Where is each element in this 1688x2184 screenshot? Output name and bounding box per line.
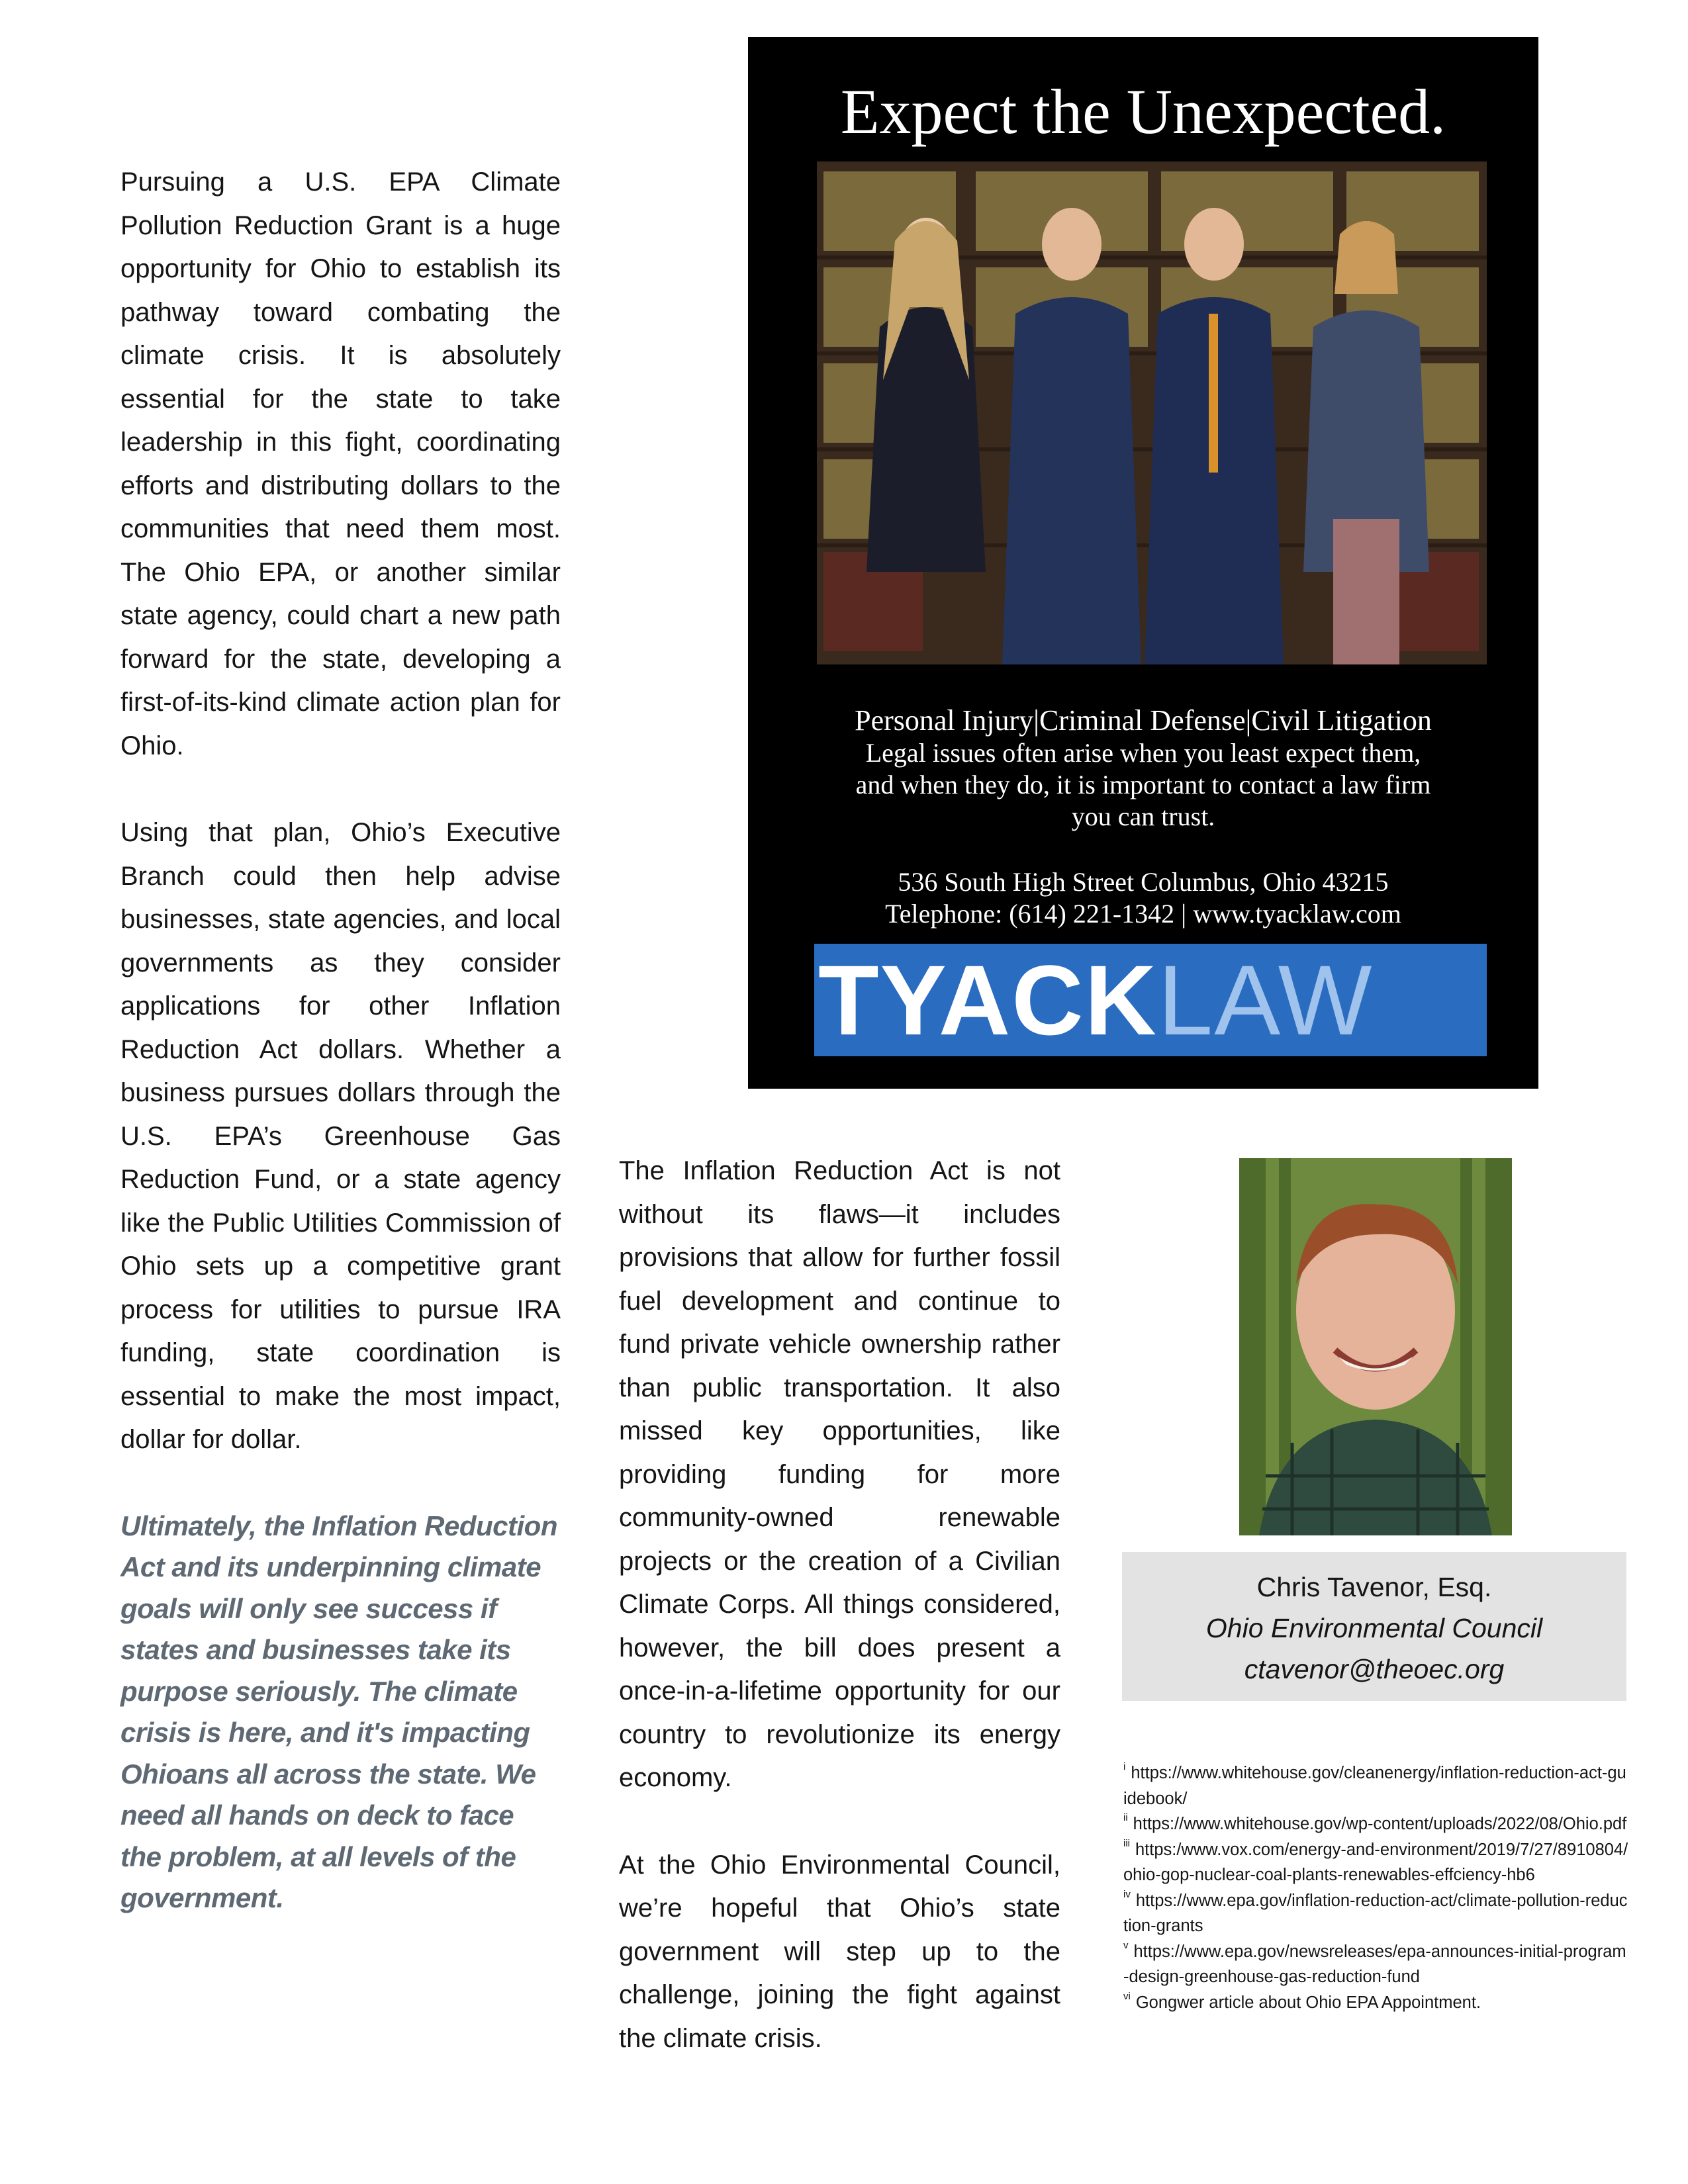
footnote-link[interactable]: https://www.whitehouse.gov/wp-content/uploads/2022/08/Ohio.pdf: [1133, 1815, 1627, 1833]
body-paragraph: The Inflation Reduction Act is not without its flaws—it includes provisions that allow for further fossil fuel development and continue to fund private vehicle ownership rather than public transportation. It also missed key opportunities, like providing funding for more community-owned renewable projects or the creation of a Civilian Climate Corps. All things considered, however, the bill does present a once-in-a-lifetime opportunity for our country to revolutionize its energy economy.: [619, 1156, 1060, 1792]
ad-headline: Expect the Unexpected.: [840, 76, 1446, 147]
ad-contact: Telephone: (614) 221-1342 | www.tyacklaw.com: [885, 899, 1401, 929]
footnote-link[interactable]: https://www.epa.gov/inflation-reduction-act/climate-pollution-reduction-grants: [1123, 1891, 1628, 1935]
body-paragraph: Pursuing a U.S. EPA Climate Pollution Reduction Grant is a huge opportunity for Ohio to establish its pathway toward combating the climate crisis. It is absolutely essential for the state to take leadership in this fight, coordinating efforts and distributing dollars to the communities that need them most. The Ohio EPA, or another similar state agency, could chart a new path forward for the state, developing a first-of-its-kind climate action plan for Ohio.: [120, 167, 561, 760]
footnote-text: Gongwer article about Ohio EPA Appointment.: [1135, 1993, 1481, 2012]
footnote-link[interactable]: https://www.epa.gov/newsreleases/epa-announces-initial-program-design-greenhouse-gas-reduction-fund: [1123, 1942, 1626, 1986]
footnote-marker: iii: [1123, 1837, 1130, 1849]
footnotes: [1123, 1760, 1629, 2015]
author-organization: Ohio Environmental Council: [1205, 1613, 1543, 1643]
middle-column: [619, 1150, 1060, 2060]
left-column: [120, 161, 561, 1919]
footnote-link[interactable]: https:/www.vox.com/energy-and-environment/2019/7/27/8910804/ohio-gop-nuclear-coal-plants-renewables-effciency-hb6: [1123, 1840, 1628, 1884]
footnote-link[interactable]: https://www.whitehouse.gov/cleanenergy/inflation-reduction-act-guidebook/: [1123, 1764, 1626, 1808]
ad-body-text: Legal issues often arise when you least expect them, and when they do, it is important to contact a law firm you can trust.: [855, 738, 1431, 831]
ad-practice-areas: Personal Injury|Criminal Defense|Civil Litigation: [855, 704, 1432, 737]
footnote: [1123, 1837, 1629, 1888]
author-name: Chris Tavenor, Esq.: [1256, 1572, 1492, 1602]
ad-address: 536 South High Street Columbus, Ohio 43215: [898, 867, 1389, 897]
footnote: [1123, 1811, 1629, 1837]
footnote-marker: i: [1123, 1761, 1126, 1772]
footnote: [1123, 1939, 1629, 1990]
footnote-marker: vi: [1123, 1990, 1131, 2002]
logo-text-law: LAW: [1157, 944, 1374, 1056]
author-photo: [1239, 1158, 1512, 1535]
footnote-marker: v: [1123, 1939, 1129, 1951]
pull-quote: Ultimately, the Inflation Reduction Act and its underpinning climate goals will only see success if states and businesses take its purpose seriously. The climate crisis is here, and it's impacting Ohioans all across the state. We need all hands on deck to face the problem, at all levels of the government.: [120, 1510, 557, 1913]
footnote-marker: iv: [1123, 1888, 1131, 1900]
author-info-box: [1122, 1552, 1626, 1701]
footnote-marker: ii: [1123, 1812, 1128, 1823]
body-paragraph: At the Ohio Environmental Council, we’re hopeful that Ohio’s state government will step up to the challenge, joining the fight against the climate crisis.: [619, 1850, 1060, 2053]
ad-attorneys-photo: [817, 161, 1487, 664]
tyack-law-advertisement: [748, 37, 1538, 1089]
body-paragraph: Using that plan, Ohio’s Executive Branch could then help advise businesses, state agencies, and local governments as they consider applications for other Inflation Reduction Act dollars. Whether a business pursues dollars through the U.S. EPA’s Greenhouse Gas Reduction Fund, or a state agency like the Public Utilities Commission of Ohio sets up a competitive grant process for utilities to pursue IRA funding, state coordination is essential to make the most impact, dollar for dollar.: [120, 818, 561, 1454]
author-email[interactable]: ctavenor@theoec.org: [1244, 1654, 1505, 1684]
logo-text-tyack: TYACK: [818, 944, 1158, 1056]
footnote: [1123, 1990, 1629, 2016]
footnote: [1123, 1888, 1629, 1939]
tyack-law-logo: [814, 944, 1487, 1056]
footnote: [1123, 1760, 1629, 1811]
